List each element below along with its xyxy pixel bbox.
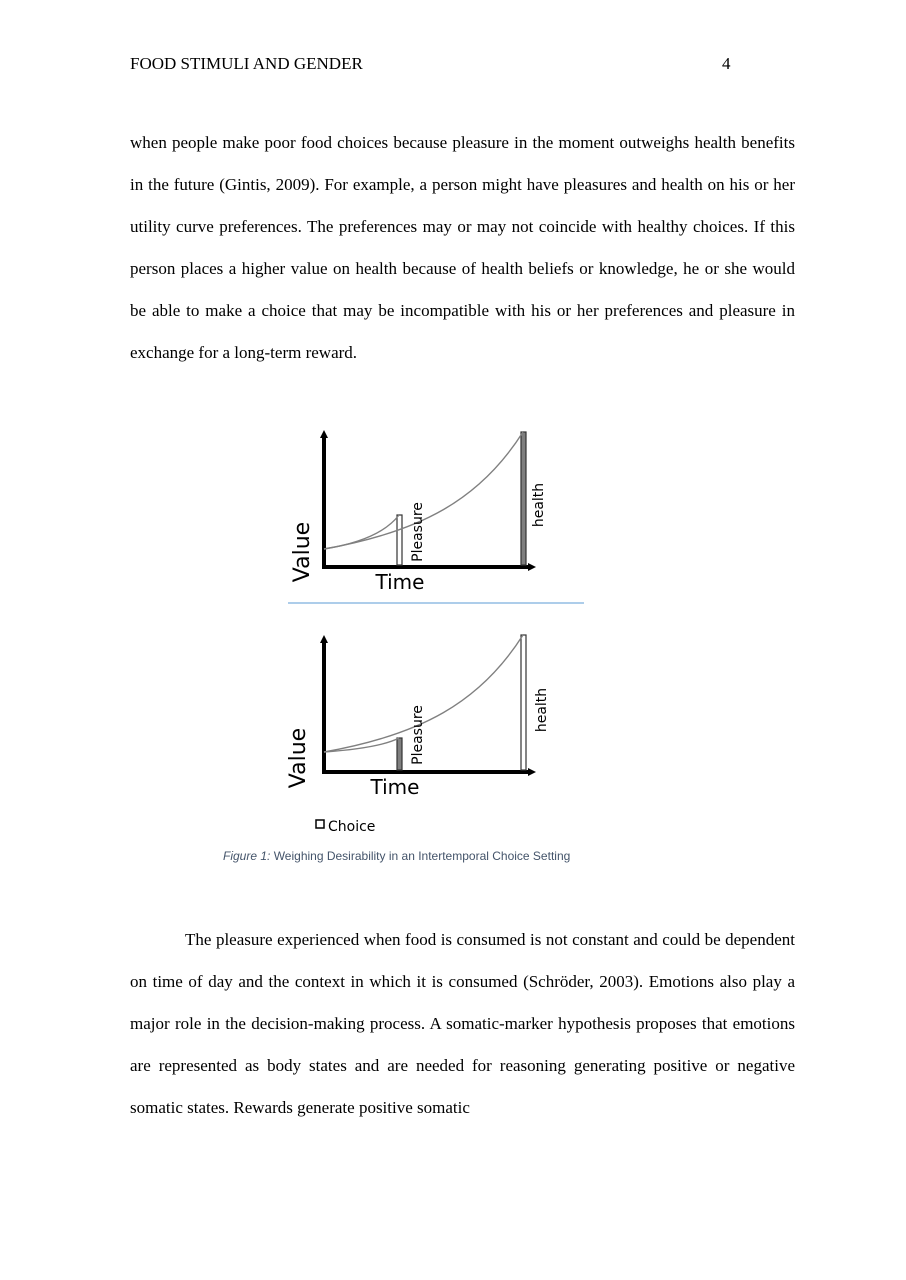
panel-top (290, 432, 547, 594)
top-pleasure-curve (324, 515, 399, 549)
running-head: FOOD STIMULI AND GENDER (130, 54, 363, 73)
top-y-axis-label: Value (290, 521, 315, 583)
figure-caption (223, 849, 570, 863)
panel-bottom (286, 635, 550, 799)
bottom-health-bar (521, 635, 526, 770)
bottom-x-axis-label: Time (370, 775, 420, 799)
bottom-y-axis-label: Value (286, 727, 311, 789)
bottom-pleasure-label: Pleasure (410, 705, 426, 765)
body-paragraph-2: The pleasure experienced when food is consumed is not constant and could be dependent on time of day and the context in which it is consumed (Schröder, 2003). Emotions also play a major role in the decision-making process. A somatic-marker hypothesis proposes that emotions are represented as body states and are needed for reasoning generating positive or negative somatic states. Rewards generate positive somatic (130, 930, 795, 1117)
top-pleasure-bar (397, 515, 402, 565)
top-health-bar (521, 432, 526, 565)
top-x-axis-label: Time (375, 570, 425, 594)
bottom-health-label: health (534, 687, 550, 733)
figure-diagram (220, 420, 620, 850)
figure-intertemporal-choice (220, 420, 620, 880)
caption-text: Weighing Desirability in an Intertemporal Choice Setting (270, 849, 571, 863)
legend-swatch (316, 820, 324, 828)
top-health-label: health (531, 482, 547, 528)
body-paragraph-1: when people make poor food choices because pleasure in the moment outweighs health benefits in the future (Gintis, 2009). For example, a person might have pleasures and health on his or her utility curve preferences. The preferences may or may not coincide with healthy choices. If this person places a higher value on health because of health beliefs or knowledge, he or she would be able to make a choice that may be incompatible with his or her preferences and pleasure in exchange for a long-term reward. (130, 133, 795, 362)
top-pleasure-label: Pleasure (410, 502, 426, 562)
legend (316, 819, 375, 835)
bottom-pleasure-bar (397, 738, 402, 770)
legend-label: Choice (328, 819, 376, 835)
page-number: 4 (722, 54, 731, 73)
caption-label: Figure 1: (223, 849, 271, 863)
